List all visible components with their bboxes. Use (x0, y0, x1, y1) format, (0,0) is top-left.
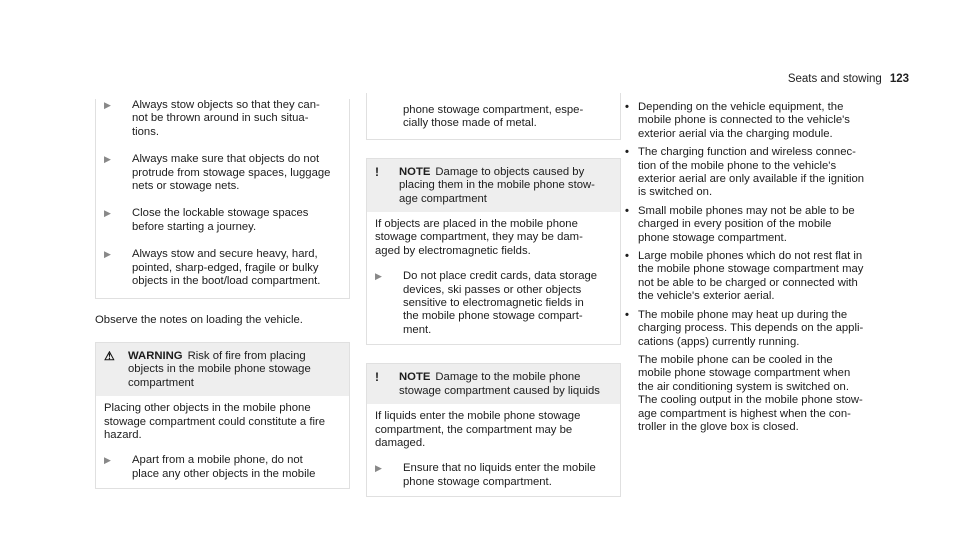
list-item: • Small mobile phones may not be able to be charged in every position of the mobile phone stowage compartment. (623, 205, 923, 245)
bullet-list (623, 101, 923, 434)
note-box-electromagnetic (366, 158, 621, 345)
step-text: Apart from a mobile phone, do not place any other objects in the mobile (132, 454, 316, 480)
list-item: • Depending on the vehicle equipment, the mobile phone is connected to the vehicle's exterior aerial via the charging module. (623, 101, 923, 141)
arrow-icon: ▶ (104, 455, 111, 466)
step-item (104, 99, 341, 139)
warning-label: WARNING (128, 349, 183, 362)
arrow-icon: ▶ (104, 208, 111, 219)
section-title: Seats and stowing (787, 73, 882, 85)
note-title-text: Damage to objects caused by placing them in the mobile phone stow- age compartment (399, 165, 595, 205)
step-text: Ensure that no liquids enter the mobile phone stowage compartment. (403, 462, 596, 488)
safety-steps-box (95, 99, 350, 299)
continued-step-text: phone stowage compartment, espe- cially those made of metal. (403, 104, 584, 130)
note-title-text: Damage to the mobile phone stowage compartment caused by liquids (399, 371, 600, 397)
observe-text: Observe the notes on loading the vehicle. (95, 314, 303, 327)
note-body (367, 212, 620, 344)
page-number: 123 (889, 73, 909, 85)
notice-exclamation-icon: ! (375, 164, 379, 179)
step-item (104, 207, 341, 234)
step-text: Always stow and secure heavy, hard, pointed, sharp-edged, fragile or bulky objects in the boot/load compartment. (132, 248, 321, 288)
arrow-icon: ▶ (104, 154, 111, 165)
note-body (367, 404, 620, 496)
list-item-text: The mobile phone may heat up during the charging process. This depends on the appli- cations (apps) currently running. (638, 308, 864, 348)
note-label: NOTE (399, 165, 431, 178)
note-box-liquids (366, 363, 621, 497)
note-body-text: If liquids enter the mobile phone stowage compartment, the compartment may be damaged. (375, 410, 581, 449)
warning-box (95, 342, 350, 489)
notice-exclamation-icon: ! (375, 370, 379, 385)
column-3 (623, 101, 923, 439)
step-item (104, 153, 341, 193)
list-item-subparagraph: The mobile phone can be cooled in the mobile phone stowage compartment when the air conditioning system is switched on. The cooling output in the mobile phone stow- age compartment is highest when the con- troller in the glove box is closed. (638, 353, 863, 433)
arrow-icon: ▶ (104, 100, 111, 110)
column-2 (366, 93, 621, 497)
continued-step-box (366, 93, 621, 140)
column-1 (95, 93, 350, 489)
step-text: Always make sure that objects do not protrude from stowage spaces, luggage nets or stowage nets. (132, 153, 331, 193)
note-title (399, 166, 612, 206)
list-item: • The charging function and wireless connec- tion of the mobile phone to the vehicle's exterior aerial are only available if the ignition is switched on. (623, 146, 923, 200)
note-title (399, 371, 612, 398)
note-header (367, 159, 620, 212)
arrow-icon: ▶ (104, 249, 111, 260)
step-item (104, 248, 341, 288)
page-header (788, 73, 909, 86)
step-text: Close the lockable stowage spaces before starting a journey. (132, 207, 309, 233)
note-label: NOTE (399, 371, 431, 384)
arrow-icon: ▶ (375, 463, 382, 474)
list-item: • Large mobile phones which do not rest flat in the mobile phone stowage compartment may not be able to be charged or connected with the vehicle's exterior aerial. (623, 250, 923, 304)
warning-title (128, 350, 341, 390)
arrow-icon: ▶ (375, 271, 382, 282)
note-body-text: If objects are placed in the mobile phone stowage compartment, they may be dam- aged by electromagnetic fields. (375, 218, 583, 257)
step-item (375, 270, 612, 337)
step-text: Do not place credit cards, data storage devices, ski passes or other objects sensitive to electromagnetic fields in the mobile phone stowage compart- ment. (403, 270, 598, 336)
warning-title-text: Risk of fire from placing objects in the mobile phone stowage compartment (128, 349, 311, 389)
list-item (623, 309, 923, 435)
warning-header (96, 343, 349, 396)
warning-body (96, 396, 349, 488)
step-text: Always stow objects so that they can- not be thrown around in such situa- tions. (132, 99, 320, 138)
step-item (375, 462, 612, 489)
note-header (367, 364, 620, 404)
step-item (104, 454, 341, 481)
warning-body-text: Placing other objects in the mobile phone stowage compartment could constitute a fire hazard. (104, 402, 326, 441)
warning-triangle-icon: ⚠ (104, 348, 115, 363)
